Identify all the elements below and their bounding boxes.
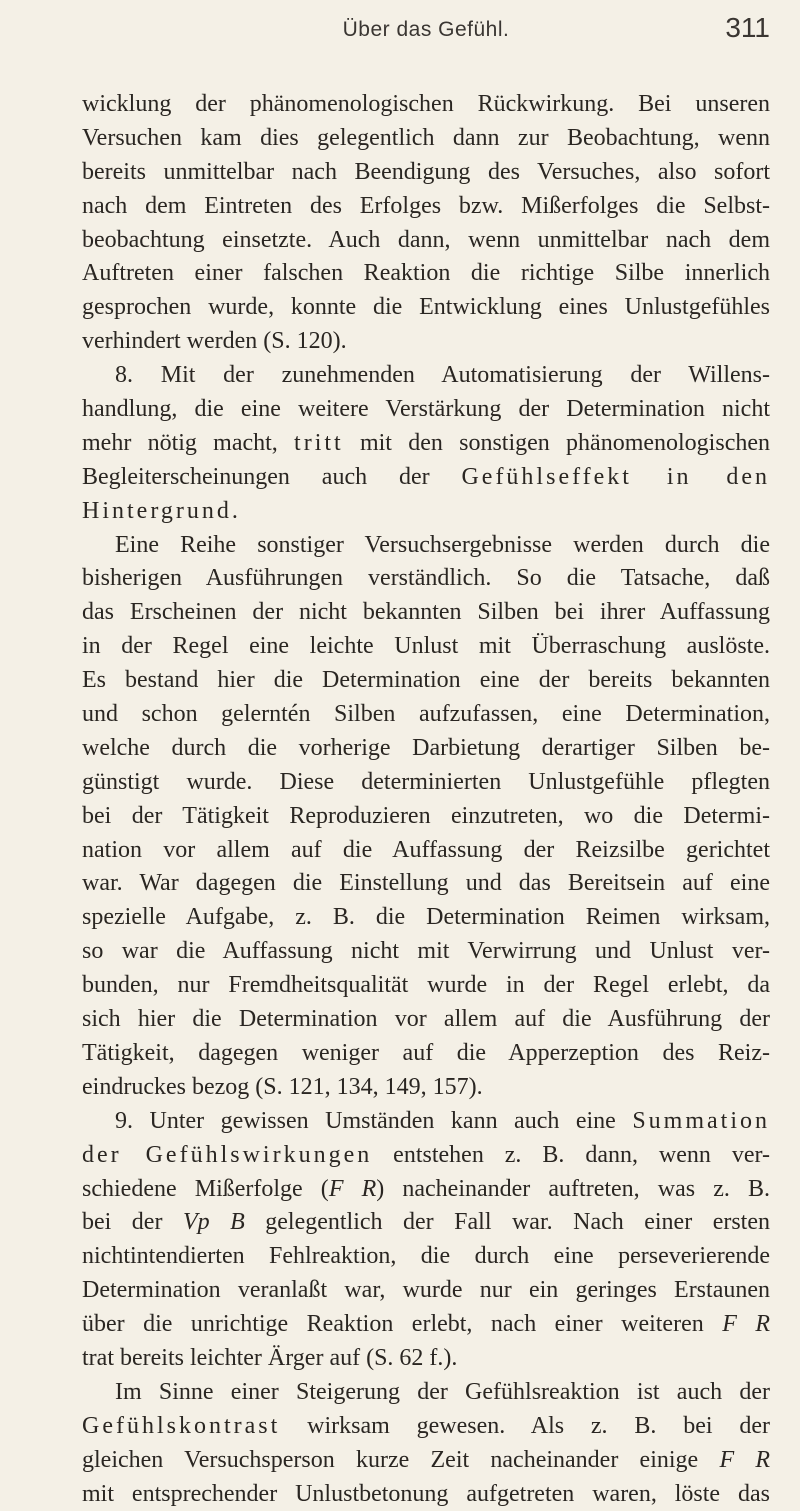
text-run: schiedene Mißerfolge ( xyxy=(82,1175,329,1202)
text-line xyxy=(82,190,770,224)
text-run: beobachtung einsetzte. Auch dann, wenn unmittelbar nach dem xyxy=(82,226,770,253)
text-line xyxy=(82,732,770,766)
text-run: wicklung der phänomenologischen Rückwirkung. Bei unseren xyxy=(82,91,770,117)
text-line xyxy=(82,901,770,935)
text-run: nichtintendierten Fehlreaktion, die durch eine perseverierende xyxy=(82,1243,770,1270)
text-line xyxy=(82,1410,770,1444)
text-line xyxy=(82,257,770,291)
text-run: gleichen Versuchsperson kurze Zeit nacheinander einige xyxy=(82,1446,720,1473)
text-line xyxy=(82,1308,770,1342)
text-run: war. War dagegen die Einstellung und das Bereitsein auf eine xyxy=(82,870,770,897)
text-line xyxy=(82,834,770,868)
text-run: entstehen z. B. dann, wenn ver- xyxy=(372,1141,770,1168)
italic-term: F R xyxy=(328,1175,377,1202)
text-line xyxy=(82,122,770,156)
text-run: ) nacheinander auftreten, was z. B. xyxy=(376,1175,770,1202)
spaced-emphasis: tritt xyxy=(294,429,344,456)
text-line xyxy=(82,291,770,325)
text-line xyxy=(82,1376,770,1410)
italic-term: F R xyxy=(719,1446,770,1473)
text-line xyxy=(82,393,770,427)
text-run: eindruckes bezog (S. 121, 134, 149, 157). xyxy=(82,1073,483,1100)
text-line xyxy=(82,1240,770,1274)
text-run: bei der xyxy=(82,1209,183,1236)
text-run: handlung, die eine weitere Verstärkung der Determination nicht xyxy=(82,396,770,423)
text-line xyxy=(82,1105,770,1139)
text-run: wirksam gewesen. Als z. B. bei der xyxy=(280,1412,770,1439)
text-run: bisherigen Ausführungen verständlich. So die Tatsache, daß xyxy=(82,565,770,592)
text-line xyxy=(82,1037,770,1071)
text-run: bunden, nur Fremdheitsqualität wurde in der Regel erlebt, da xyxy=(82,972,770,999)
text-line xyxy=(82,1139,770,1173)
text-line xyxy=(82,766,770,800)
text-run: bereits unmittelbar nach Beendigung des Versuches, also sofort xyxy=(82,158,770,185)
text-run: gesprochen wurde, konnte die Entwicklung eines Unlustgefühles xyxy=(82,294,770,321)
text-line xyxy=(82,1478,770,1511)
spaced-emphasis: Gefühlseffekt in den xyxy=(461,463,770,490)
body-text xyxy=(82,88,770,1511)
text-run: nach dem Eintreten des Erfolges bzw. Mißerfolges die Selbst- xyxy=(82,192,770,219)
text-line xyxy=(82,1173,770,1207)
text-run: bei der Tätigkeit Reproduzieren einzutreten, wo die Determi- xyxy=(82,802,770,829)
text-run: in der Regel eine leichte Unlust mit Überraschung auslöste. xyxy=(82,633,770,660)
text-run: über die unrichtige Reaktion erlebt, nach einer weiteren xyxy=(82,1311,723,1338)
text-run: nation vor allem auf die Auffassung der Reizsilbe gerichtet xyxy=(82,836,770,863)
text-run: trat bereits leichter Ärger auf (S. 62 f.). xyxy=(82,1344,458,1371)
text-run: Im Sinne einer Steigerung der Gefühlsreaktion ist auch der xyxy=(115,1378,770,1405)
text-line xyxy=(82,596,770,630)
text-line xyxy=(82,1342,770,1376)
text-run: Determination veranlaßt war, wurde nur ein geringes Erstaunen xyxy=(82,1277,770,1304)
text-run: mehr nötig macht, xyxy=(82,429,295,456)
italic-term: Vp B xyxy=(182,1209,245,1236)
text-line xyxy=(82,325,770,359)
text-run: so war die Auffassung nicht mit Verwirrung und Unlust ver- xyxy=(82,938,770,965)
text-line xyxy=(82,969,770,1003)
text-run: welche durch die vorherige Darbietung derartiger Silben be- xyxy=(82,734,770,761)
text-run: Versuchen kam dies gelegentlich dann zur Beobachtung, wenn xyxy=(82,124,770,151)
text-run: verhindert werden (S. 120). xyxy=(82,328,347,355)
text-run: spezielle Aufgabe, z. B. die Determination Reimen wirksam, xyxy=(82,904,770,931)
text-line xyxy=(82,935,770,969)
text-line xyxy=(82,88,770,122)
spaced-emphasis: Hintergrund. xyxy=(82,497,241,524)
text-run: Eine Reihe sonstiger Versuchsergebnisse werden durch die xyxy=(115,531,770,558)
text-line xyxy=(82,1274,770,1308)
text-line xyxy=(82,495,770,529)
text-run: mit den sonstigen phänomenologischen xyxy=(343,429,770,456)
text-line xyxy=(82,359,770,393)
text-run: günstigt wurde. Diese determinierten Unlustgefühle pflegten xyxy=(82,768,770,795)
text-line xyxy=(82,427,770,461)
text-line xyxy=(82,461,770,495)
text-run: Auftreten einer falschen Reaktion die richtige Silbe innerlich xyxy=(82,260,770,287)
text-line xyxy=(82,1444,770,1478)
text-run: mit entsprechender Unlustbetonung aufgetreten waren, löste das xyxy=(82,1480,770,1507)
text-line xyxy=(82,1206,770,1240)
text-line xyxy=(82,630,770,664)
text-line xyxy=(82,1003,770,1037)
page-number: 311 xyxy=(725,12,770,43)
spaced-emphasis: Gefühlskontrast xyxy=(82,1412,281,1439)
text-run: und schon gelerntén Silben aufzufassen, eine Determination, xyxy=(82,701,770,728)
text-run: das Erscheinen der nicht bekannten Silben bei ihrer Auffassung xyxy=(82,599,770,626)
text-line xyxy=(82,156,770,190)
italic-term: F R xyxy=(722,1311,770,1338)
text-run: Tätigkeit, dagegen weniger auf die Apperzeption des Reiz- xyxy=(82,1039,770,1066)
text-run: Begleiterscheinungen auch der xyxy=(82,463,462,490)
text-line xyxy=(82,800,770,834)
text-line xyxy=(82,867,770,901)
text-line xyxy=(82,562,770,596)
text-line xyxy=(82,698,770,732)
text-line xyxy=(82,224,770,258)
spaced-emphasis: der Gefühlswirkungen xyxy=(82,1141,373,1168)
text-line xyxy=(82,529,770,563)
text-line xyxy=(82,1071,770,1105)
running-title: Über das Gefühl. xyxy=(342,18,510,41)
text-line xyxy=(82,664,770,698)
text-run: 8. Mit der zunehmenden Automatisierung der Willens- xyxy=(115,362,770,389)
page-header xyxy=(82,12,770,52)
text-run: gelegentlich der Fall war. Nach einer ersten xyxy=(244,1209,770,1236)
text-run: sich hier die Determination vor allem auf die Ausführung der xyxy=(82,1006,770,1033)
text-run: 9. Unter gewissen Umständen kann auch eine xyxy=(115,1107,633,1134)
spaced-emphasis: Summation xyxy=(632,1107,770,1134)
text-run: Es bestand hier die Determination eine der bereits bekannten xyxy=(82,667,770,694)
